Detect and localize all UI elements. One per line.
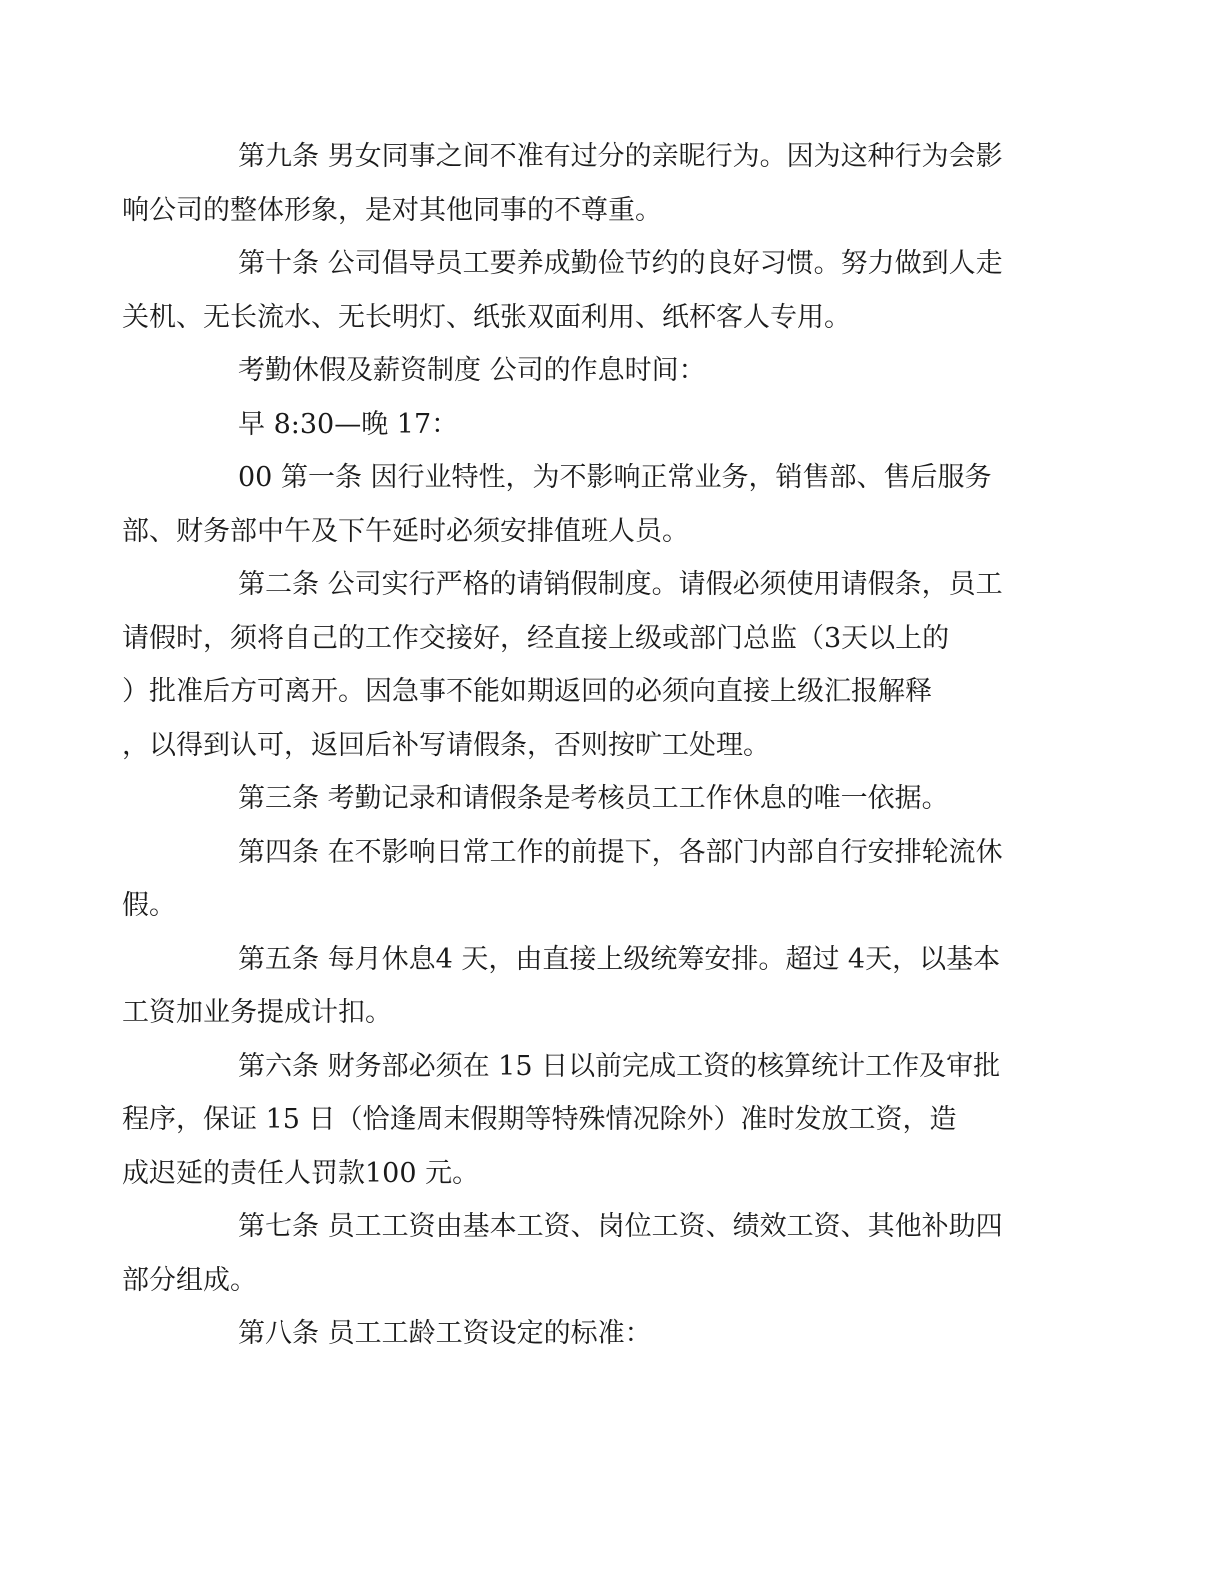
text-line: 早 8:30—晚 17： [238,408,459,440]
paragraph [122,1200,1036,1307]
paragraph [122,933,1036,1040]
text-line: 请假时，须将自己的工作交接好，经直接上级或部门总监（3天以上的 [122,622,950,654]
text-line: ，以得到认可，返回后补写请假条，否则按旷工处理。 [122,729,770,761]
text-line: 第九条 男女同事之间不准有过分的亲昵行为。因为这种行为会影 [238,141,1003,172]
text-line: 第二条 公司实行严格的请销假制度。请假必须使用请假条，员工 [238,569,1003,600]
text-line: 响公司的整体形象，是对其他同事的不尊重。 [122,194,662,226]
paragraph [122,451,1036,558]
text-line: 第七条 员工工资由基本工资、岗位工资、绩效工资、其他补助四 [238,1211,1003,1242]
text-line: 第十条 公司倡导员工要养成勤俭节约的良好习惯。努力做到人走 [238,248,1003,279]
paragraph [122,558,1036,772]
paragraph [122,237,1036,344]
paragraph [180,1307,1036,1361]
text-line: 部、财务部中午及下午延时必须安排值班人员。 [122,515,689,547]
text-line: 成迟延的责任人罚款100 元。 [122,1157,480,1189]
text-line: 部分组成。 [122,1264,257,1296]
paragraph [122,1040,1036,1201]
text-line: 考勤休假及薪资制度 公司的作息时间： [238,355,706,386]
paragraph [180,398,1036,452]
paragraph [122,826,1036,933]
text-line: 第六条 财务部必须在 15 日以前完成工资的核算统计工作及审批 [238,1050,1001,1082]
paragraph [122,130,1036,237]
text-line: 第八条 员工工龄工资设定的标准： [238,1318,652,1349]
text-line: 假。 [122,890,176,921]
text-line: 关机、无长流水、无长明灯、纸张双面利用、纸杯客人专用。 [122,301,851,333]
text-line: ）批准后方可离开。因急事不能如期返回的必须向直接上级汇报解释 [122,676,932,707]
text-line: 第五条 每月休息4 天，由直接上级统筹安排。超过 4天，以基本 [238,943,1001,975]
paragraph [180,772,1036,826]
document-body [122,130,1036,1361]
text-line: 第四条 在不影响日常工作的前提下，各部门内部自行安排轮流休 [238,836,1003,868]
text-line: 第三条 考勤记录和请假条是考核员工工作休息的唯一依据。 [238,783,949,814]
text-line: 程序，保证 15 日（恰逢周末假期等特殊情况除外）准时发放工资，造 [122,1104,957,1135]
text-line: 工资加业务提成计扣。 [122,997,392,1028]
paragraph [180,344,1036,398]
text-line: 00 第一条 因行业特性，为不影响正常业务，销售部、售后服务 [238,462,992,493]
